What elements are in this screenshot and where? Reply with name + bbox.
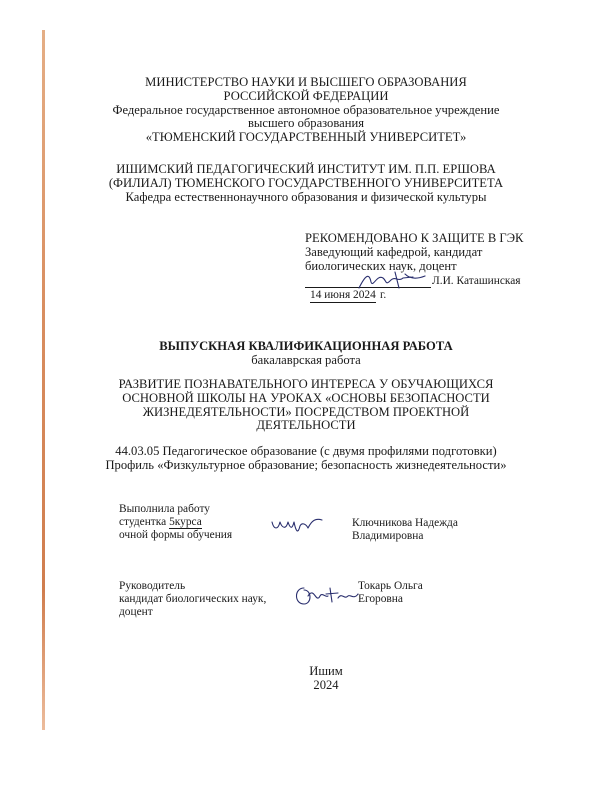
- student-label-line-1: Выполнила работу: [119, 503, 210, 515]
- supervisor-label: [119, 580, 266, 618]
- work-title-line-4: ДЕЯТЕЛЬНОСТИ: [256, 418, 356, 433]
- student-name-line-2: Владимировна: [352, 529, 424, 542]
- student-signature: [268, 514, 328, 540]
- supervisor-label-line-2: кандидат биологических наук,: [119, 592, 267, 605]
- institute-block: [0, 163, 612, 204]
- supervisor-label-line-1: Руководитель: [119, 580, 186, 592]
- student-course: 5: [169, 515, 175, 528]
- work-subtype: бакалаврская работа: [251, 352, 361, 367]
- work-title-block: [0, 378, 612, 433]
- work-title-line-2: ОСНОВНОЙ ШКОЛЫ НА УРОКАХ «ОСНОВЫ БЕЗОПАСНОСТИ: [122, 390, 490, 405]
- year: 2024: [313, 677, 339, 692]
- recommendation-year-suffix: г.: [380, 289, 387, 301]
- institute-line-1: ИШИМСКИЙ ПЕДАГОГИЧЕСКИЙ ИНСТИТУТ ИМ. П.П. ЕРШОВА: [116, 162, 496, 176]
- institution-line-2: высшего образования: [247, 116, 364, 131]
- footer-block: [20, 665, 612, 693]
- institute-line-2: (ФИЛИАЛ) ТЮМЕНСКОГО ГОСУДАРСТВЕННОГО УНИВЕРСИТЕТА: [108, 175, 504, 190]
- supervisor-name-line-1: Токарь Ольга: [358, 580, 423, 592]
- work-title-line-3: ЖИЗНЕДЕЯТЕЛЬНОСТИ» ПОСРЕДСТВОМ ПРОЕКТНОЙ: [142, 404, 470, 419]
- ministry-line-1: МИНИСТЕРСТВО НАУКИ И ВЫСШЕГО ОБРАЗОВАНИЯ: [145, 75, 467, 89]
- supervisor-name-line-2: Егоровна: [358, 592, 403, 605]
- head-position-line-2: биологических наук, доцент: [305, 258, 457, 273]
- recommendation-date: 14 июня 2024: [310, 289, 376, 301]
- university-name: «ТЮМЕНСКИЙ ГОСУДАРСТВЕННЫЙ УНИВЕРСИТЕТ»: [145, 130, 467, 145]
- ministry-line-2: РОССИЙСКОЙ ФЕДЕРАЦИИ: [223, 88, 389, 103]
- student-label: [119, 503, 232, 541]
- supervisor-signature: [292, 582, 362, 610]
- institution-line-1: Федеральное государственное автономное образовательное учреждение: [112, 102, 500, 117]
- direction-code: 44.03.05 Педагогическое образование (с двумя профилями подготовки): [115, 444, 497, 458]
- ministry-header: [0, 76, 612, 145]
- work-title-line-1: РАЗВИТИЕ ПОЗНАВАТЕЛЬНОГО ИНТЕРЕСА У ОБУЧАЮЩИХСЯ: [118, 377, 494, 391]
- student-label-line-3: очной формы обучения: [119, 528, 233, 541]
- work-type-block: [0, 340, 612, 368]
- city: Ишим: [309, 664, 343, 678]
- supervisor-label-line-3: доцент: [119, 605, 153, 618]
- student-name: [352, 517, 458, 543]
- student-course-suffix: курса: [174, 515, 202, 528]
- profile-name: Профиль «Физкультурное образование; безопасность жизнедеятельности»: [105, 457, 507, 472]
- direction-block: [0, 445, 612, 473]
- supervisor-name: [358, 580, 423, 606]
- head-position-line-1: Заведующий кафедрой, кандидат: [305, 244, 483, 259]
- work-type: ВЫПУСКНАЯ КВАЛИФИКАЦИОННАЯ РАБОТА: [159, 339, 453, 353]
- head-name: Л.И. Каташинская: [432, 275, 521, 287]
- department-name: Кафедра естественнонаучного образования и физической культуры: [125, 189, 487, 204]
- student-name-line-1: Ключникова Надежда: [352, 517, 458, 529]
- student-label-line-2: студентка 5курса: [119, 515, 202, 528]
- recommendation-title: РЕКОМЕНДОВАНО К ЗАЩИТЕ В ГЭК: [305, 231, 524, 245]
